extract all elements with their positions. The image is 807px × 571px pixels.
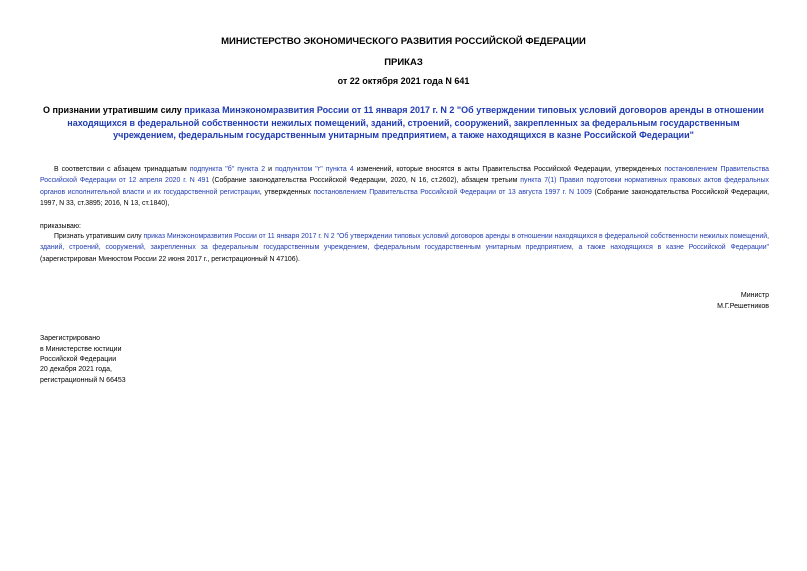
ministry-heading: МИНИСТЕРСТВО ЭКОНОМИЧЕСКОГО РАЗВИТИЯ РОССИЙСКОЙ ФЕДЕРАЦИИ: [221, 36, 586, 47]
p1-text-3: изменений, которые вносятся в акты Правительства Российской Федерации, утвержденных: [353, 166, 665, 173]
p1-text-4: (Собрание законодательства Российской Федерации, 2020, N 16, ст.2602), абзацем третьим: [209, 177, 521, 185]
paragraph-repeal: [40, 231, 769, 265]
p1-text-6: (Собрание законодательства Российской Федерации, 1997, N 33, ст.3895; 2016, N 13, ст.1840),: [40, 188, 769, 208]
link-rules-7-1[interactable]: пункта 7(1) Правил подготовки нормативных правовых актов федеральных органов исполнительной власти и их государственной регистрации: [40, 177, 769, 196]
p1-text-5: , утвержденных: [259, 188, 314, 196]
registration-line: Зарегистрировано: [40, 335, 100, 342]
link-resolution-1009[interactable]: постановлением Правительства Российской Федерации от 13 августа 1997 г. N 1009: [313, 188, 592, 196]
paragraph-order-word: приказываю:: [40, 223, 81, 230]
signature-position: Министр: [740, 292, 769, 299]
registration-number: регистрационный N 66453: [40, 377, 126, 384]
document-title: [40, 104, 767, 142]
p1-text-1: В соответствии с абзацем тринадцатым: [54, 166, 190, 173]
p1-text-2: и: [265, 166, 276, 173]
link-subparagraph-g[interactable]: подпунктом "г" пункта 4: [275, 166, 354, 173]
date-number-heading: от 22 октября 2021 года N 641: [337, 76, 470, 86]
registration-line: в Министерстве юстиции: [40, 346, 122, 353]
p3-text-2: (зарегистрирован Минюстом России 22 июня 2017 г., регистрационный N 47106).: [40, 255, 300, 263]
registration-line: Российской Федерации: [40, 356, 117, 363]
link-resolution-491[interactable]: постановлением Правительства Российской Федерации от 12 апреля 2020 г. N 491: [40, 166, 769, 185]
signature-name: М.Г.Решетников: [717, 303, 769, 310]
link-order-2017-n2[interactable]: приказ Минэкономразвития России от 11 января 2017 г. N 2 "Об утверждении типовых условий договоров аренды в отношении находящихся в федеральной собственности нежилых помещений, зданий, строений, сооружений, закрепленных за федеральным государственным учреждением, федеральным государственным унитарным предприятием, а также находящихся в казне Российской Федерации": [40, 233, 769, 252]
registration-date: 20 декабря 2021 года,: [40, 366, 112, 373]
p3-text-1: Признать утратившим силу: [54, 233, 144, 240]
title-prefix: О признании утратившим силу: [43, 105, 185, 115]
document-type-heading: ПРИКАЗ: [384, 57, 423, 68]
link-subparagraph-b[interactable]: подпункта "б" пункта 2: [189, 166, 266, 173]
paragraph-basis: [40, 164, 769, 210]
title-link-order-2017[interactable]: приказа Минэкономразвития России от 11 января 2017 г. N 2 "Об утверждении типовых условий договоров аренды в отношении находящихся в федеральной собственности нежилых помещений, зданий, строений, сооружений, закрепленных за федеральным государственным учреждением, федеральным государственным унитарным предприятием, а также находящихся в казне Российской Федерации": [67, 105, 764, 140]
